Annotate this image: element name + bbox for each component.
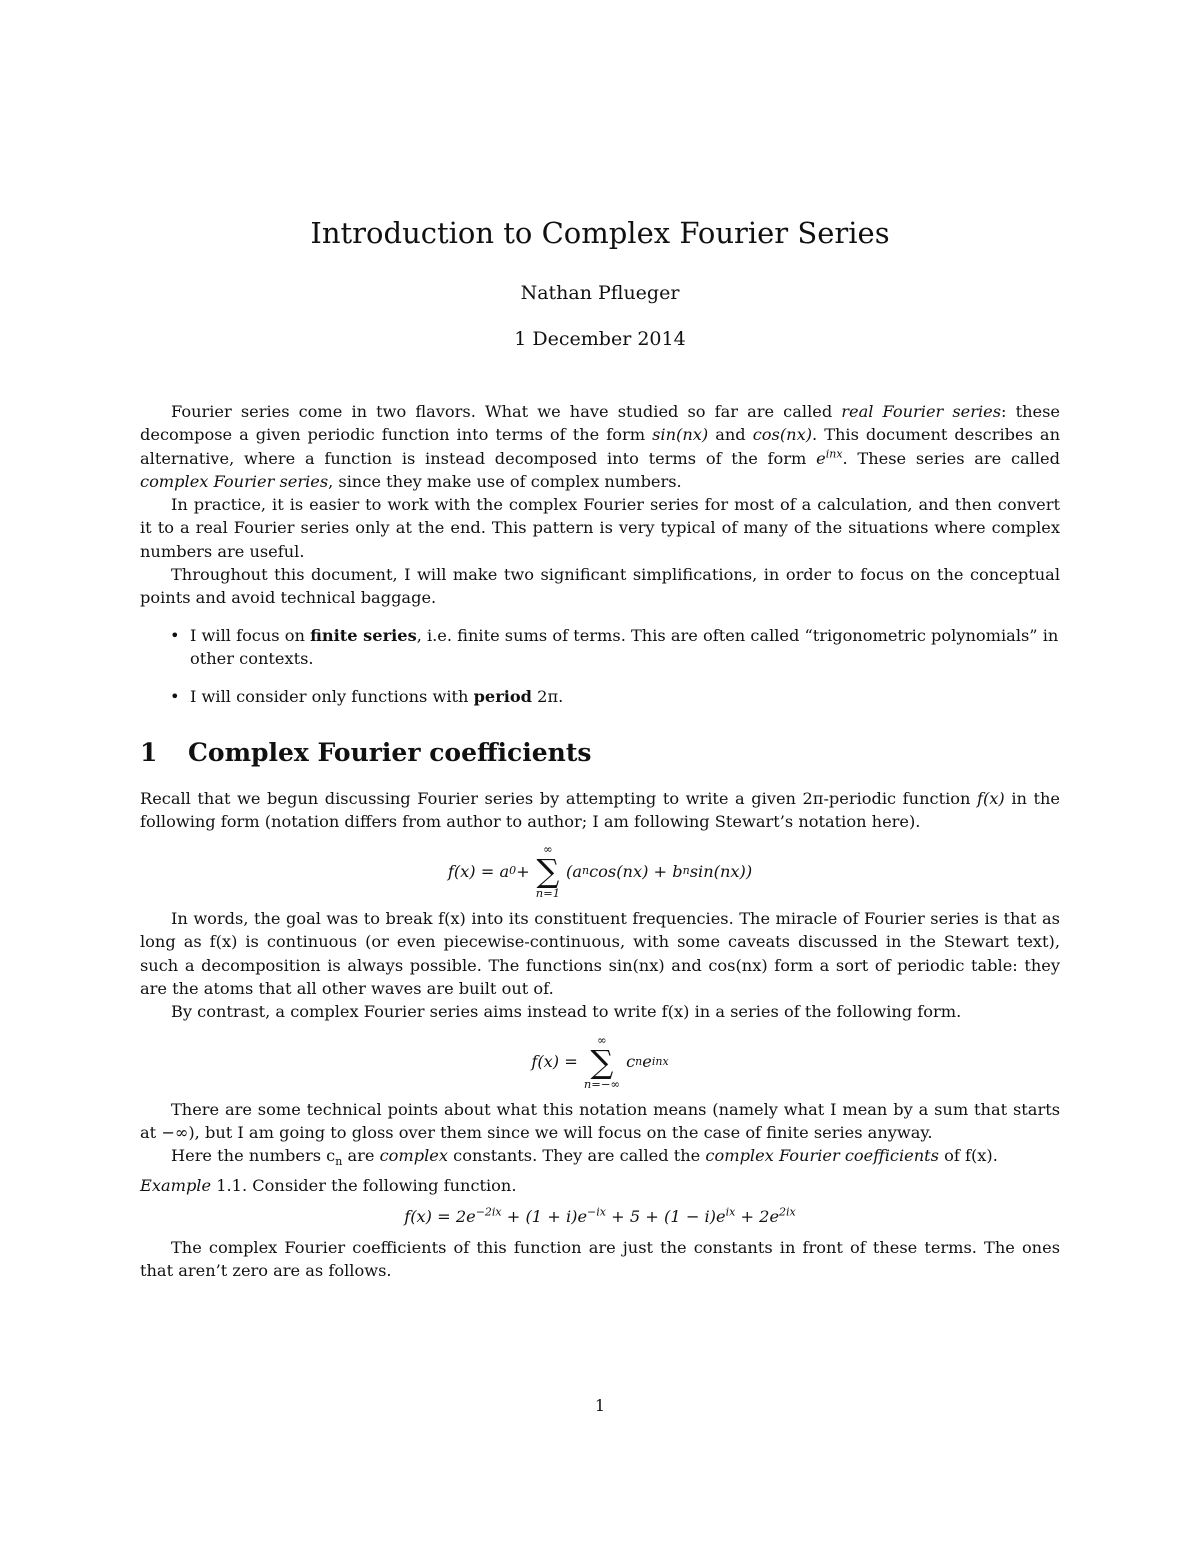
text-span: . These series are called [842, 448, 1060, 468]
sum-lower-limit: n=−∞ [583, 1076, 621, 1091]
text-span: , i.e. finite sums of terms. This are often called “trigonometric polynomials” in other contexts. [190, 625, 1059, 668]
section-heading [140, 737, 1060, 769]
sigma-icon: ∑ [536, 852, 560, 891]
eq-part: f(x) = 2e [404, 1206, 476, 1226]
example-paragraph [140, 1174, 1060, 1197]
sum-upper-limit: ∞ [543, 842, 553, 857]
sum-upper-limit: ∞ [597, 1032, 607, 1047]
text-span: constants. They are called the [448, 1146, 706, 1166]
equation-example [140, 1205, 1060, 1228]
list-item [140, 624, 1060, 671]
bullet-icon: • [170, 687, 180, 707]
text-span: , since they make use of complex numbers. [328, 471, 682, 491]
text-span: I will focus on [190, 625, 311, 645]
simplifications-list [140, 624, 1060, 709]
math-subscript: n [335, 1155, 343, 1169]
text-span: Here the numbers c [171, 1146, 336, 1166]
bold-term: period [473, 687, 533, 707]
section-paragraph-1 [140, 787, 1060, 834]
term-complex-fourier-series: complex Fourier series [140, 471, 329, 491]
eq-coefficient: c [626, 1051, 636, 1071]
eq-part: + (1 + i)e [501, 1206, 588, 1226]
eq-lhs: f(x) = a [447, 861, 510, 881]
section-paragraph-3: By contrast, a complex Fourier series aims instead to write f(x) in a series of the following form. [171, 1002, 962, 1022]
example-number: 1.1. [211, 1175, 248, 1195]
text-span: I will consider only functions with [190, 687, 474, 707]
bullet-icon: • [170, 625, 180, 645]
section-paragraph-2: In words, the goal was to break f(x) into its constituent frequencies. The miracle of Fourier series is that as long as f(x) is continuous (or even piecewise-continuous, with some caveats discussed in the Stewart text), such a decomposition is always possible. The functions sin(nx) and cos(nx) form a sort of periodic table: they are the atoms that all other waves are built out of. [140, 909, 1060, 999]
text-span: . This document describes an alternative, where a function is instead decomposed into terms of the form [140, 425, 1060, 468]
publication-date: 1 December 2014 [514, 328, 686, 350]
math-e-inx [816, 449, 842, 468]
author-name: Nathan Pflueger [520, 282, 680, 304]
emphasis-complex-fourier-coefficients: complex Fourier coefficients [705, 1146, 939, 1166]
text-span: and [708, 425, 753, 445]
page-number: 1 [594, 1396, 606, 1415]
section-title: Complex Fourier coefficients [188, 737, 592, 767]
eq-part: + 2e [735, 1206, 780, 1226]
equation-row: f(x) = a 0 + ∞ ∑ n=1 (a n cos(nx) + b n sin(nx)) [447, 842, 753, 901]
equation-row: f(x) = ∞ ∑ n=−∞ c n e inx [531, 1032, 669, 1091]
emphasis-complex: complex [379, 1146, 448, 1166]
math-sin-nx: sin(nx) [652, 425, 709, 445]
math-exponent: inx [825, 447, 843, 461]
eq-exponential: e [642, 1051, 652, 1071]
math-cos-nx: cos(nx) [752, 425, 813, 445]
sigma-icon: ∑ [590, 1042, 614, 1081]
list-item [140, 685, 1060, 708]
example-label: Example [140, 1175, 212, 1195]
eq-part: + 5 + (1 − i)e [606, 1206, 726, 1226]
intro-paragraph-1 [140, 400, 1060, 493]
text-span: Fourier series come in two flavors. What we have studied so far are called [171, 402, 842, 421]
eq-body: cos(nx) + b [589, 861, 683, 881]
section-paragraph-6: The complex Fourier coefficients of this function are just the constants in front of these terms. The ones that aren’t zero are as follows. [140, 1238, 1060, 1281]
text-span: 2π. [532, 687, 564, 707]
sum-lower-limit: n=1 [535, 886, 561, 901]
eq-lhs: f(x) = [531, 1051, 578, 1071]
eq-body: sin(nx)) [689, 861, 753, 881]
equation-real-fourier [140, 843, 1060, 899]
summation-operator [536, 843, 560, 899]
term-real-fourier-series: real Fourier series [841, 402, 1002, 421]
intro-paragraph-2: In practice, it is easier to work with the complex Fourier series for most of a calculation, and then convert it to a real Fourier series only at the end. This pattern is very typical of many of the situations where complex numbers are useful. [140, 495, 1060, 561]
section-number: 1 [140, 737, 158, 767]
section-paragraph-5 [140, 1144, 1060, 1167]
text-span: Consider the following function. [247, 1175, 517, 1195]
summation-operator [584, 1034, 620, 1090]
eq-body: (a [566, 861, 583, 881]
eq-exponent: 2ix [779, 1205, 796, 1219]
text-span: : these decompose a given periodic function into terms of the form [140, 402, 1060, 445]
math-fx: f(x) [977, 788, 1005, 808]
equation-complex-fourier [140, 1034, 1060, 1090]
paper-title: Introduction to Complex Fourier Series [310, 216, 890, 250]
eq-exponent: −2ix [475, 1205, 502, 1219]
eq-exponent: −ix [587, 1205, 606, 1219]
text-span: Recall that we begun discussing Fourier series by attempting to write a given 2π-periodic function [140, 788, 977, 808]
bold-term: finite series [310, 625, 417, 645]
eq-exponent: ix [725, 1205, 736, 1219]
eq-plus: + [516, 861, 530, 881]
text-span: are [342, 1146, 380, 1166]
intro-paragraph-3: Throughout this document, I will make two significant simplifications, in order to focus on the conceptual points and avoid technical baggage. [140, 565, 1060, 608]
text-span: of f(x). [938, 1146, 998, 1166]
math-e: e [816, 448, 826, 468]
section-paragraph-4: There are some technical points about what this notation means (namely what I mean by a sum that starts at −∞), but I am going to gloss over them since we will focus on the case of finite series anyway. [140, 1099, 1060, 1142]
text-span: in the following form (notation differs from author to author; I am following Stewart’s notation here). [140, 788, 1060, 831]
document-body [140, 400, 1060, 1283]
